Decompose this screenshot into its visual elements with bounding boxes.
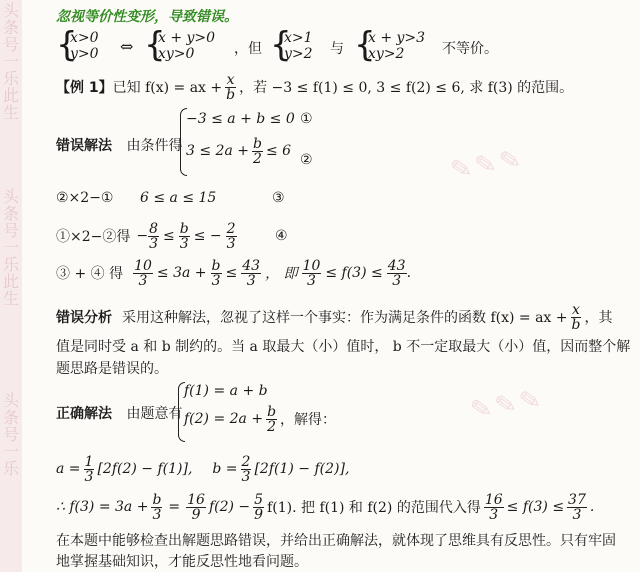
fraction-numerator: 2 bbox=[241, 453, 251, 470]
fraction-numerator: 2 bbox=[226, 220, 236, 237]
solve-a-fraction bbox=[84, 455, 95, 484]
fraction-numerator: x bbox=[226, 71, 235, 88]
background-watermark: ✎✎✎ bbox=[447, 143, 527, 187]
period: . bbox=[589, 499, 595, 515]
example-post: ，若 −3 ≤ f(1) ≤ 0, 3 ≤ f(2) ≤ 6, 求 f(3) 的范围。 bbox=[239, 80, 574, 96]
fraction-numerator: 16 bbox=[484, 491, 503, 508]
mark-3: ③ bbox=[272, 190, 285, 206]
fraction-denominator: 3 bbox=[149, 235, 159, 252]
left-brace-icon: { bbox=[270, 25, 292, 65]
and-text: 与 bbox=[330, 41, 344, 57]
system-c-row-1: x>1 bbox=[284, 30, 313, 46]
correct-system-row-1: f(1) = a + b bbox=[184, 383, 268, 399]
fraction-numerator: 8 bbox=[149, 220, 159, 237]
step-1-expression: 6 ≤ a ≤ 15 bbox=[140, 190, 217, 206]
row-2-pre: f(2) = 2a + bbox=[184, 411, 264, 427]
final-fraction-1 bbox=[151, 493, 162, 522]
fraction-denominator: b bbox=[226, 86, 236, 103]
solve-ab-line bbox=[56, 452, 349, 486]
relation: ， 即 bbox=[265, 266, 298, 282]
fraction-numerator: 1 bbox=[84, 453, 94, 470]
final-mid-2: f(1). 把 f(1) 和 f(2) 的范围代入得 bbox=[267, 500, 481, 516]
final-fraction-3 bbox=[253, 493, 264, 522]
row-2-pre: 3 ≤ 2a + bbox=[186, 143, 249, 159]
step-3-fraction-1 bbox=[133, 259, 153, 288]
row-2-fraction bbox=[266, 405, 277, 434]
fraction-numerator: 5 bbox=[254, 491, 264, 508]
fraction-numerator: 37 bbox=[568, 491, 586, 508]
fraction-numerator: b bbox=[179, 220, 189, 237]
relation: ≤ bbox=[163, 228, 175, 244]
fraction-denominator: 3 bbox=[138, 272, 148, 289]
example-pre: 已知 f(x) = ax + bbox=[112, 80, 223, 96]
fraction-denominator: 3 bbox=[489, 506, 499, 523]
final-fraction-2 bbox=[186, 493, 206, 522]
correct-system-row-2 bbox=[184, 402, 336, 436]
side-watermark-text-2: 头条号一乐此生 bbox=[2, 187, 19, 308]
wrong-method-title: 错误解法 bbox=[56, 138, 112, 154]
mark-4: ④ bbox=[275, 228, 288, 244]
wrong-method-line bbox=[56, 135, 182, 155]
system-d bbox=[354, 25, 444, 65]
step-2-label: ①×2−②得 bbox=[56, 229, 131, 245]
fraction-denominator: 3 bbox=[392, 272, 402, 289]
equivalence-arrow-icon: ⇔ bbox=[120, 37, 134, 56]
fraction-denominator: 3 bbox=[179, 235, 189, 252]
but-text: ，但 bbox=[234, 41, 262, 57]
step-2-fraction-3 bbox=[226, 222, 237, 251]
fraction-denominator: 3 bbox=[211, 272, 221, 289]
step-2-fraction-2 bbox=[179, 222, 190, 251]
solve-b-post: [2f(1) − f(2)], bbox=[254, 461, 350, 477]
minus-sign: − bbox=[136, 228, 149, 244]
conclusion-line-1: 在本题中能够检查出解题思路错误，并给出正确解法，就体现了思维具有反思性。只有牢固 bbox=[56, 533, 616, 549]
fraction-denominator: 9 bbox=[191, 506, 201, 523]
example-fraction bbox=[225, 73, 236, 102]
not-equivalent-text: 不等价。 bbox=[442, 41, 498, 57]
left-brace-icon: { bbox=[144, 25, 166, 65]
final-mid-3: ≤ f(3) ≤ bbox=[506, 499, 565, 515]
fraction-numerator: b bbox=[252, 135, 262, 152]
system-b-row-1: x + y>0 bbox=[158, 30, 216, 46]
solve-a-pre: a = bbox=[56, 461, 81, 477]
final-fraction-5 bbox=[567, 493, 587, 522]
final-mid: f(2) − bbox=[208, 499, 251, 515]
solve-b-fraction bbox=[241, 455, 252, 484]
analysis-text-1-end: ，其 bbox=[584, 310, 613, 326]
system-a bbox=[56, 25, 116, 65]
final-fraction-4 bbox=[484, 493, 504, 522]
background-watermark: ✎✎✎ bbox=[467, 383, 547, 427]
step-3-fraction-5 bbox=[387, 259, 407, 288]
wrong-system-row-1: −3 ≤ a + b ≤ 0 bbox=[186, 111, 295, 127]
step-3-line bbox=[56, 256, 411, 290]
fraction-denominator: 3 bbox=[246, 272, 256, 289]
fraction-numerator: 10 bbox=[134, 257, 152, 274]
fraction-numerator: b bbox=[267, 403, 277, 420]
side-watermark-text-3: 头条号一乐 bbox=[2, 391, 19, 478]
fraction-denominator: 2 bbox=[253, 150, 262, 167]
step-3-label: ③ + ④ 得 bbox=[56, 266, 124, 282]
step-3-fraction-3 bbox=[241, 259, 261, 288]
fraction-denominator: 3 bbox=[226, 235, 236, 252]
fraction-denominator: 3 bbox=[241, 468, 251, 485]
row-2-post: ≤ 6 bbox=[265, 143, 292, 159]
fraction-numerator: 16 bbox=[187, 491, 205, 508]
analysis-line-3: 题思路是错误的。 bbox=[56, 361, 168, 377]
fraction-numerator: x bbox=[572, 301, 580, 318]
mark-1: ① bbox=[300, 111, 313, 127]
solve-b-pre: b = bbox=[212, 461, 238, 477]
example-1-statement bbox=[56, 70, 573, 104]
fraction-denominator: 3 bbox=[84, 468, 94, 485]
analysis-title: 错误分析 bbox=[56, 310, 112, 326]
left-brace-icon: { bbox=[354, 25, 376, 65]
fraction-denominator: 2 bbox=[267, 418, 277, 435]
section-heading: 忽视等价性变形，导致错误。 bbox=[56, 9, 238, 25]
fraction-numerator: b bbox=[152, 491, 162, 508]
step-1-label: ②×2−① bbox=[56, 190, 114, 206]
solve-a-post: [2f(2) − f(1)], bbox=[97, 461, 193, 477]
step-2-line bbox=[56, 219, 237, 253]
system-a-row-2: y>0 bbox=[70, 46, 99, 62]
fraction-numerator: 10 bbox=[302, 257, 321, 274]
fraction-numerator: 43 bbox=[242, 257, 261, 274]
step-2-fraction-1 bbox=[148, 222, 159, 251]
conclusion-line-2: 地掌握基础知识，才能反思性地看问题。 bbox=[56, 554, 308, 570]
fraction-denominator: b bbox=[571, 316, 581, 333]
fraction-numerator: 43 bbox=[387, 257, 406, 274]
system-a-row-1: x>0 bbox=[70, 30, 99, 46]
side-watermark-text-1: 头条号一乐此生 bbox=[2, 1, 19, 122]
left-brace-icon: { bbox=[56, 25, 78, 65]
analysis-line-1 bbox=[56, 300, 612, 334]
fraction-denominator: 3 bbox=[306, 272, 316, 289]
relation: ≤ f(3) ≤ bbox=[325, 265, 383, 281]
system-c bbox=[270, 25, 330, 65]
equals: = bbox=[168, 499, 181, 515]
relation: ≤ − bbox=[193, 228, 222, 244]
correct-method-line bbox=[56, 403, 182, 423]
system-d-row-2: xy>2 bbox=[368, 46, 405, 62]
fraction-numerator: b bbox=[211, 257, 221, 274]
wrong-system-row-2 bbox=[186, 134, 291, 168]
example-tag: 【例 1】 bbox=[56, 80, 113, 96]
system-b bbox=[144, 25, 234, 65]
row-2-post: ，解得： bbox=[280, 412, 337, 428]
analysis-text-1: 采用这种解法，忽视了这样一个事实：作为满足条件的函数 f(x) = ax + bbox=[122, 310, 568, 326]
analysis-fraction bbox=[571, 303, 582, 332]
final-line bbox=[56, 490, 594, 524]
fraction-denominator: 3 bbox=[572, 506, 582, 523]
system-d-row-1: x + y>3 bbox=[368, 30, 426, 46]
mark-2: ② bbox=[300, 152, 313, 168]
correct-method-text: 由题意有 bbox=[126, 406, 183, 422]
relation: ≤ bbox=[225, 265, 238, 281]
row-2-fraction bbox=[252, 137, 263, 166]
analysis-line-2: 值是同时受 a 和 b 制约的。当 a 取最大（小）值时， b 不一定取最大（小）值，因而整个解 bbox=[56, 339, 631, 355]
relation: ≤ 3a + bbox=[156, 265, 207, 281]
step-3-fraction-4 bbox=[302, 259, 322, 288]
fraction-denominator: 3 bbox=[152, 506, 162, 523]
correct-method-title: 正确解法 bbox=[56, 406, 112, 422]
step-3-fraction-2 bbox=[211, 259, 222, 288]
wrong-method-text: 由条件得 bbox=[126, 138, 183, 154]
fraction-denominator: 9 bbox=[254, 506, 264, 523]
final-pre: ∴ f(3) = 3a + bbox=[56, 499, 149, 515]
period: . bbox=[406, 265, 412, 281]
system-c-row-2: y>2 bbox=[284, 46, 313, 62]
system-b-row-2: xy>0 bbox=[158, 46, 195, 62]
